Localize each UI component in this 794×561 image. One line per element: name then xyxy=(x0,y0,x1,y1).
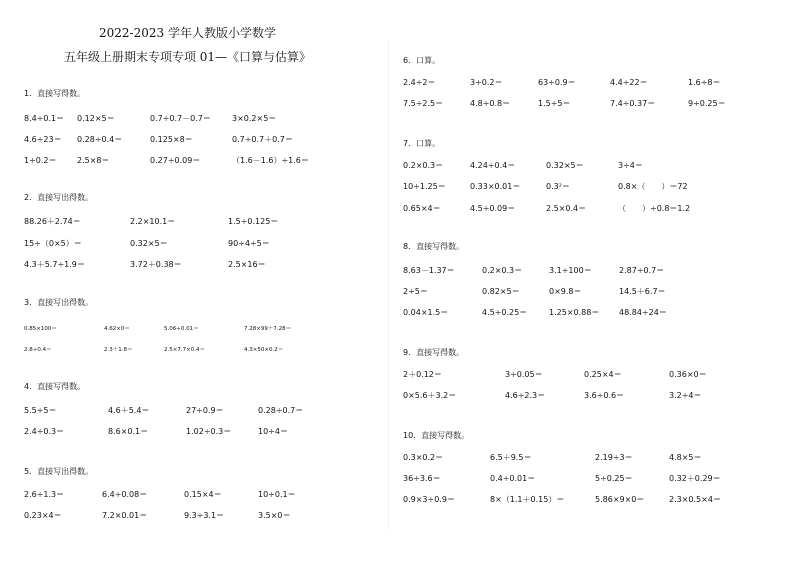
problem-3-2-1: 2.8÷0.4＝ xyxy=(24,347,52,353)
problem-1-2-2: 0.28÷0.4＝ xyxy=(77,135,123,144)
problem-1-3-2: 2.5×8＝ xyxy=(77,156,110,165)
problem-6-2-4: 7.4÷0.37＝ xyxy=(610,99,656,108)
section-heading-6: 6．口算。 xyxy=(403,56,441,65)
problem-8-1-2: 0.2×0.3＝ xyxy=(482,266,523,275)
problem-4-1-2: 4.6＋5.4＝ xyxy=(108,406,150,415)
problem-1-2-3: 0.125×8＝ xyxy=(150,135,193,144)
problem-8-3-4: 48.84÷24＝ xyxy=(619,308,667,317)
section-heading-10: 10．直接写得数。 xyxy=(403,431,470,440)
problem-6-1-3: 63÷0.9＝ xyxy=(538,78,576,87)
problem-7-1-2: 4.24÷0.4＝ xyxy=(470,161,516,170)
section-heading-1: 1．直接写得数。 xyxy=(24,89,86,98)
problem-7-2-1: 10÷1.25＝ xyxy=(403,182,446,191)
problem-10-1-1: 0.3×0.2＝ xyxy=(403,453,444,462)
problem-7-3-3: 2.5×0.4＝ xyxy=(546,204,587,213)
problem-9-1-3: 0.25×4＝ xyxy=(584,370,622,379)
section-heading-7: 7．口算。 xyxy=(403,139,441,148)
problem-9-1-1: 2＋0.12＝ xyxy=(403,370,442,379)
problem-4-1-4: 0.28÷0.7＝ xyxy=(258,406,304,415)
problem-3-1-4: 7.28×99＋7.28＝ xyxy=(244,326,292,332)
problem-10-3-3: 5.86×9×0＝ xyxy=(595,495,645,504)
problem-6-1-4: 4.4÷22＝ xyxy=(610,78,648,87)
problem-5-2-4: 3.5×0＝ xyxy=(258,511,291,520)
problem-3-2-4: 4.3×50×0.2＝ xyxy=(244,347,284,353)
problem-2-1-3: 1.5÷0.125＝ xyxy=(228,217,279,226)
problem-8-1-4: 2.87÷0.7＝ xyxy=(619,266,665,275)
problem-6-1-5: 1.6÷8＝ xyxy=(688,78,721,87)
problem-10-2-4: 0.32＋0.29＝ xyxy=(669,474,721,483)
problem-8-3-1: 0.04×1.5＝ xyxy=(403,308,449,317)
problem-5-2-3: 9.3÷3.1＝ xyxy=(184,511,225,520)
problem-8-2-4: 14.5＋6.7＝ xyxy=(619,287,666,296)
problem-1-3-3: 0.27÷0.09＝ xyxy=(150,156,201,165)
problem-9-1-2: 3÷0.05＝ xyxy=(505,370,543,379)
problem-5-2-1: 0.23×4＝ xyxy=(24,511,62,520)
problem-2-2-3: 90÷4÷5＝ xyxy=(228,239,270,248)
problem-6-2-5: 9÷0.25＝ xyxy=(688,99,726,108)
problem-4-1-3: 27÷0.9＝ xyxy=(186,406,224,415)
problem-3-1-1: 0.85×100＝ xyxy=(24,326,57,332)
problem-4-2-1: 2.4÷0.3＝ xyxy=(24,427,65,436)
section-heading-4: 4．直接写得数。 xyxy=(24,382,86,391)
problem-1-1-1: 8.4÷0.1＝ xyxy=(24,114,65,123)
problem-6-2-3: 1.5÷5＝ xyxy=(538,99,571,108)
problem-9-2-4: 3.2÷4＝ xyxy=(669,391,702,400)
problem-3-2-3: 2.5×7.7×0.4＝ xyxy=(164,347,205,353)
problem-2-1-2: 2.2×10.1＝ xyxy=(130,217,176,226)
problem-7-3-2: 4.5÷0.09＝ xyxy=(470,204,516,213)
problem-9-2-2: 4.6÷2.3＝ xyxy=(505,391,546,400)
problem-9-1-4: 0.36×0＝ xyxy=(669,370,707,379)
problem-10-2-2: 0.4÷0.01＝ xyxy=(490,474,536,483)
section-heading-9: 9．直接写得数。 xyxy=(403,348,465,357)
problem-5-1-3: 0.15×4＝ xyxy=(184,490,222,499)
problem-3-1-2: 4.62×0＝ xyxy=(104,326,130,332)
problem-6-1-1: 2.4÷2＝ xyxy=(403,78,436,87)
problem-8-3-2: 4.5÷0.25＝ xyxy=(482,308,528,317)
problem-8-1-1: 8.63－1.37＝ xyxy=(403,266,455,275)
problem-7-3-4: （ ）÷0.8＝1.2 xyxy=(618,204,691,213)
title-line-2: 五年级上册期末专项专项 01—《口算与估算》 xyxy=(63,50,312,64)
problem-7-2-3: 0.3²＝ xyxy=(546,182,570,191)
problem-10-2-1: 36÷3.6＝ xyxy=(403,474,441,483)
problem-10-1-2: 6.5＋9.5＝ xyxy=(490,453,532,462)
problem-2-3-3: 2.5×16＝ xyxy=(228,260,266,269)
problem-8-2-1: 2÷5＝ xyxy=(403,287,428,296)
problem-8-3-3: 1.25×0.88＝ xyxy=(549,308,600,317)
problem-10-2-3: 5÷0.25＝ xyxy=(595,474,633,483)
problem-1-3-4: （1.6－1.6）÷1.6＝ xyxy=(232,156,309,165)
problem-1-1-4: 3×0.2×5＝ xyxy=(232,114,277,123)
problem-7-1-3: 0.32×5＝ xyxy=(546,161,584,170)
problem-1-1-2: 0.12×5＝ xyxy=(77,114,115,123)
problem-8-2-2: 0.82×5＝ xyxy=(482,287,520,296)
problem-10-3-4: 2.3×0.5×4＝ xyxy=(669,495,721,504)
column-divider xyxy=(388,40,389,530)
problem-6-2-2: 4.8÷0.8＝ xyxy=(470,99,511,108)
problem-10-1-4: 4.8×5＝ xyxy=(669,453,702,462)
problem-10-1-3: 2.19÷3＝ xyxy=(595,453,633,462)
problem-4-2-2: 8.6×0.1＝ xyxy=(108,427,149,436)
problem-7-2-2: 0.33×0.01＝ xyxy=(470,182,521,191)
section-heading-5: 5．直接写出得数。 xyxy=(24,467,94,476)
problem-7-1-4: 3÷4＝ xyxy=(618,161,643,170)
problem-2-3-2: 3.72＋0.38＝ xyxy=(130,260,182,269)
problem-4-2-3: 1.02÷0.3＝ xyxy=(186,427,232,436)
problem-10-3-1: 0.9×3÷0.9＝ xyxy=(403,495,455,504)
problem-1-2-4: 0.7÷0.7＋0.7＝ xyxy=(232,135,293,144)
problem-6-2-1: 7.5÷2.5＝ xyxy=(403,99,444,108)
section-heading-3: 3．直接写出得数。 xyxy=(24,298,94,307)
problem-3-1-3: 5.06÷0.01＝ xyxy=(164,326,199,332)
problem-2-2-2: 0.32×5＝ xyxy=(130,239,168,248)
problem-2-1-1: 88.26＋2.74＝ xyxy=(24,217,81,226)
problem-7-2-4: 0.8×（ ）＝72 xyxy=(618,182,688,191)
problem-1-3-1: 1÷0.2＝ xyxy=(24,156,57,165)
problem-8-1-3: 3.1÷100＝ xyxy=(549,266,592,275)
problem-7-1-1: 0.2×0.3＝ xyxy=(403,161,444,170)
problem-4-2-4: 10÷4＝ xyxy=(258,427,288,436)
problem-6-1-2: 3÷0.2＝ xyxy=(470,78,503,87)
section-heading-2: 2．直接写出得数。 xyxy=(24,193,94,202)
problem-5-1-2: 6.4÷0.08＝ xyxy=(102,490,148,499)
problem-2-2-1: 15÷（0×5）＝ xyxy=(24,239,82,248)
problem-5-1-1: 2.6÷1.3＝ xyxy=(24,490,65,499)
problem-1-1-3: 0.7÷0.7－0.7＝ xyxy=(150,114,211,123)
problem-2-3-1: 4.3＋5.7÷1.9＝ xyxy=(24,260,85,269)
problem-5-1-4: 10÷0.1＝ xyxy=(258,490,296,499)
problem-10-3-2: 8×（1.1＋0.15）＝ xyxy=(490,495,565,504)
problem-8-2-3: 0×9.8＝ xyxy=(549,287,582,296)
section-heading-8: 8．直接写得数。 xyxy=(403,242,465,251)
problem-1-2-1: 4.6÷23＝ xyxy=(24,135,62,144)
problem-9-2-1: 0×5.6＋3.2＝ xyxy=(403,391,457,400)
problem-5-2-2: 7.2×0.01＝ xyxy=(102,511,148,520)
title-line-1: 2022-2023 学年人教版小学数学 xyxy=(99,26,276,40)
problem-9-2-3: 3.6÷0.6＝ xyxy=(584,391,625,400)
problem-4-1-1: 5.5÷5＝ xyxy=(24,406,57,415)
problem-3-2-2: 2.3＋1.8＝ xyxy=(104,347,133,353)
problem-7-3-1: 0.65×4＝ xyxy=(403,204,441,213)
